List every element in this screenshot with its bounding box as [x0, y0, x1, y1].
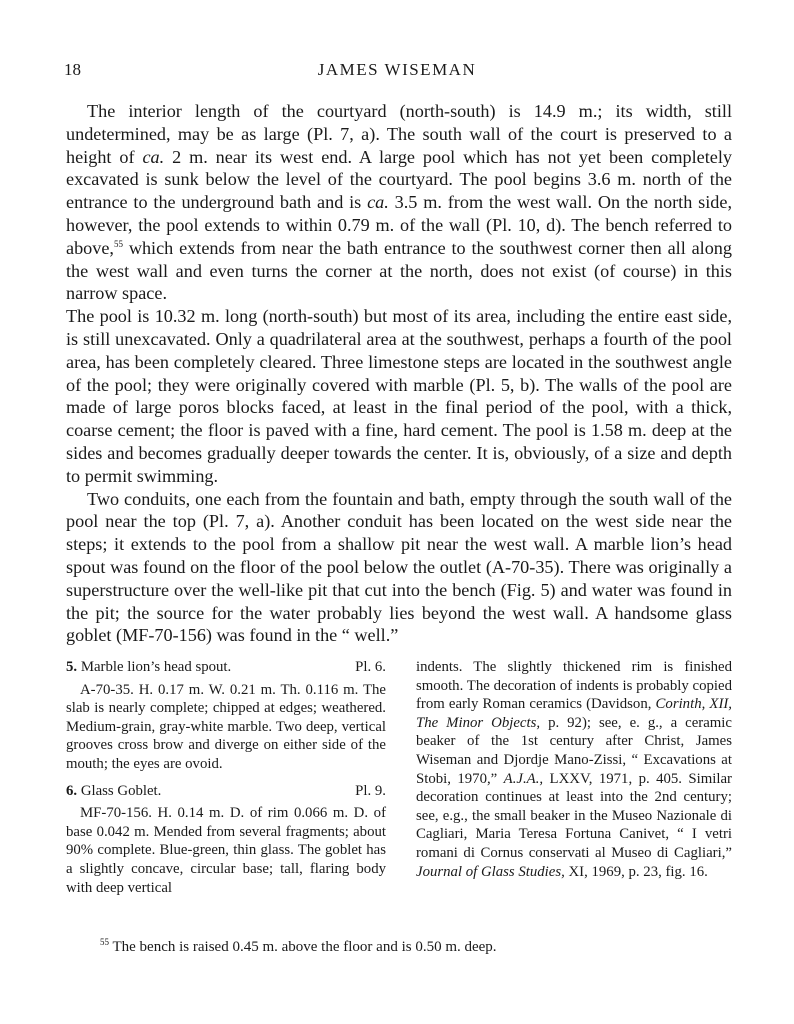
catalog-entry-6-continued: indents. The slightly thickened rim is finished smooth. The decoration of indents is probably copied from early Roman ceramics (Davidson, Corinth, XII, The Minor Objects, p. 92); see, e. g., a ceramic beaker of the 1st century after Christ, James Wiseman and Djordje Mano-Zissi, “ Excavations at Stobi, 1970,” A.J.A., LXXV, 1971, p. 405. Similar decoration continues at least into the 2nd century; see, e.g., the small beaker in the Museo Nazionale di Cagliari, Maria Teresa Fortuna Canivet, “ I vetri romani di Cornus conservati al Museo di Cagliari,” Journal of Glass Studies, XI, 1969, p. 23, fig. 16. — [416, 659, 732, 880]
entry-title: Marble lion’s head spout. — [80, 659, 232, 675]
catalog-entry-6-text: MF-70-156. H. 0.14 m. D. of rim 0.066 m. D. of base 0.042 m. Mended from several fragments; about 90% complete. Blue-green, thin glass. The goblet has a slightly concave, circular base; tall, flaring body with deep vertical — [66, 805, 386, 896]
entry-number: 5. — [66, 659, 78, 675]
catalog-section — [66, 658, 732, 918]
entry-number: 6. — [66, 782, 78, 799]
catalog-column-right — [416, 658, 732, 889]
catalog-entry-5-text: A-70-35. H. 0.17 m. W. 0.21 m. Th. 0.116 m. The slab is nearly complete; chipped at edges; weathered. Medium-grain, gray-white marble. Two deep, vertical grooves cross brow and diverge on either side of the mouth; the eyes are ovoid. — [66, 681, 386, 772]
catalog-entry-5-heading — [66, 658, 386, 677]
main-text — [66, 100, 732, 647]
entry-plate-ref: Pl. 6. — [355, 659, 386, 675]
paragraph-2: The pool is 10.32 m. long (north-south) but most of its area, including the entire east side, is still unexcavated. Only a quadrilateral area at the southwest, perhaps a fourth of the pool area, has been completely cleared. Three limestone steps are located in the southwest angle of the pool; they were originally covered with marble (Pl. 5, b). The walls of the pool are made of large poros blocks faced, at least in the final period of the pool, with a thick, coarse cement; the floor is paved with a fine, hard cement. The pool is 1.58 m. deep at the sides and becomes gradually deeper towards the center. It is, obviously, of a size and depth to permit swimming. — [66, 306, 732, 486]
page-number: 18 — [64, 60, 81, 79]
footnote-ref-55[interactable]: 55 — [113, 238, 123, 249]
footnote-text: The bench is raised 0.45 m. above the floor and is 0.50 m. deep. — [112, 939, 497, 955]
catalog-column-left — [66, 658, 386, 905]
catalog-entry-6-heading — [66, 782, 386, 801]
running-head: JAMES WISEMAN — [317, 60, 477, 79]
entry-title: Glass Goblet. — [80, 782, 162, 799]
paragraph-3: Two conduits, one each from the fountain and bath, empty through the south wall of the pool near the top (Pl. 7, a). Another conduit has been located on the west side near the steps; it extends to the pool from a shallow pit near the west wall. A marble lion’s head spout was found on the floor of the pool below the outlet (A-70-35). There was originally a superstructure over the well-like pit that cut into the bench (Fig. 5) and water was found in the pit; the source for the water probably lies beyond the west wall. A handsome glass goblet (MF-70-156) was found in the “ well.” — [66, 488, 732, 646]
footnote-marker: 55 — [100, 937, 109, 947]
footnote-55 — [100, 938, 732, 956]
entry-plate-ref: Pl. 9. — [355, 782, 386, 799]
paragraph-1: The interior length of the courtyard (north-south) is 14.9 m.; its width, still undetermined, may be as large (Pl. 7, a). The south wall of the court is preserved to a height of ca. 2 m. near its west end. A large pool which has not yet been completely excavated is sunk below the level of the courtyard. The pool begins 3.6 m. north of the entrance to the underground bath and is ca. 3.5 m. from the west wall. On the north side, however, the pool extends to within 0.79 m. of the wall (Pl. 10, d). The bench referred to above,$^{55}$ which extends from near the bath entrance to the southwest corner then all along the west wall and even turns the corner at the north, does not exist (of course) in this narrow space. — [66, 101, 733, 304]
